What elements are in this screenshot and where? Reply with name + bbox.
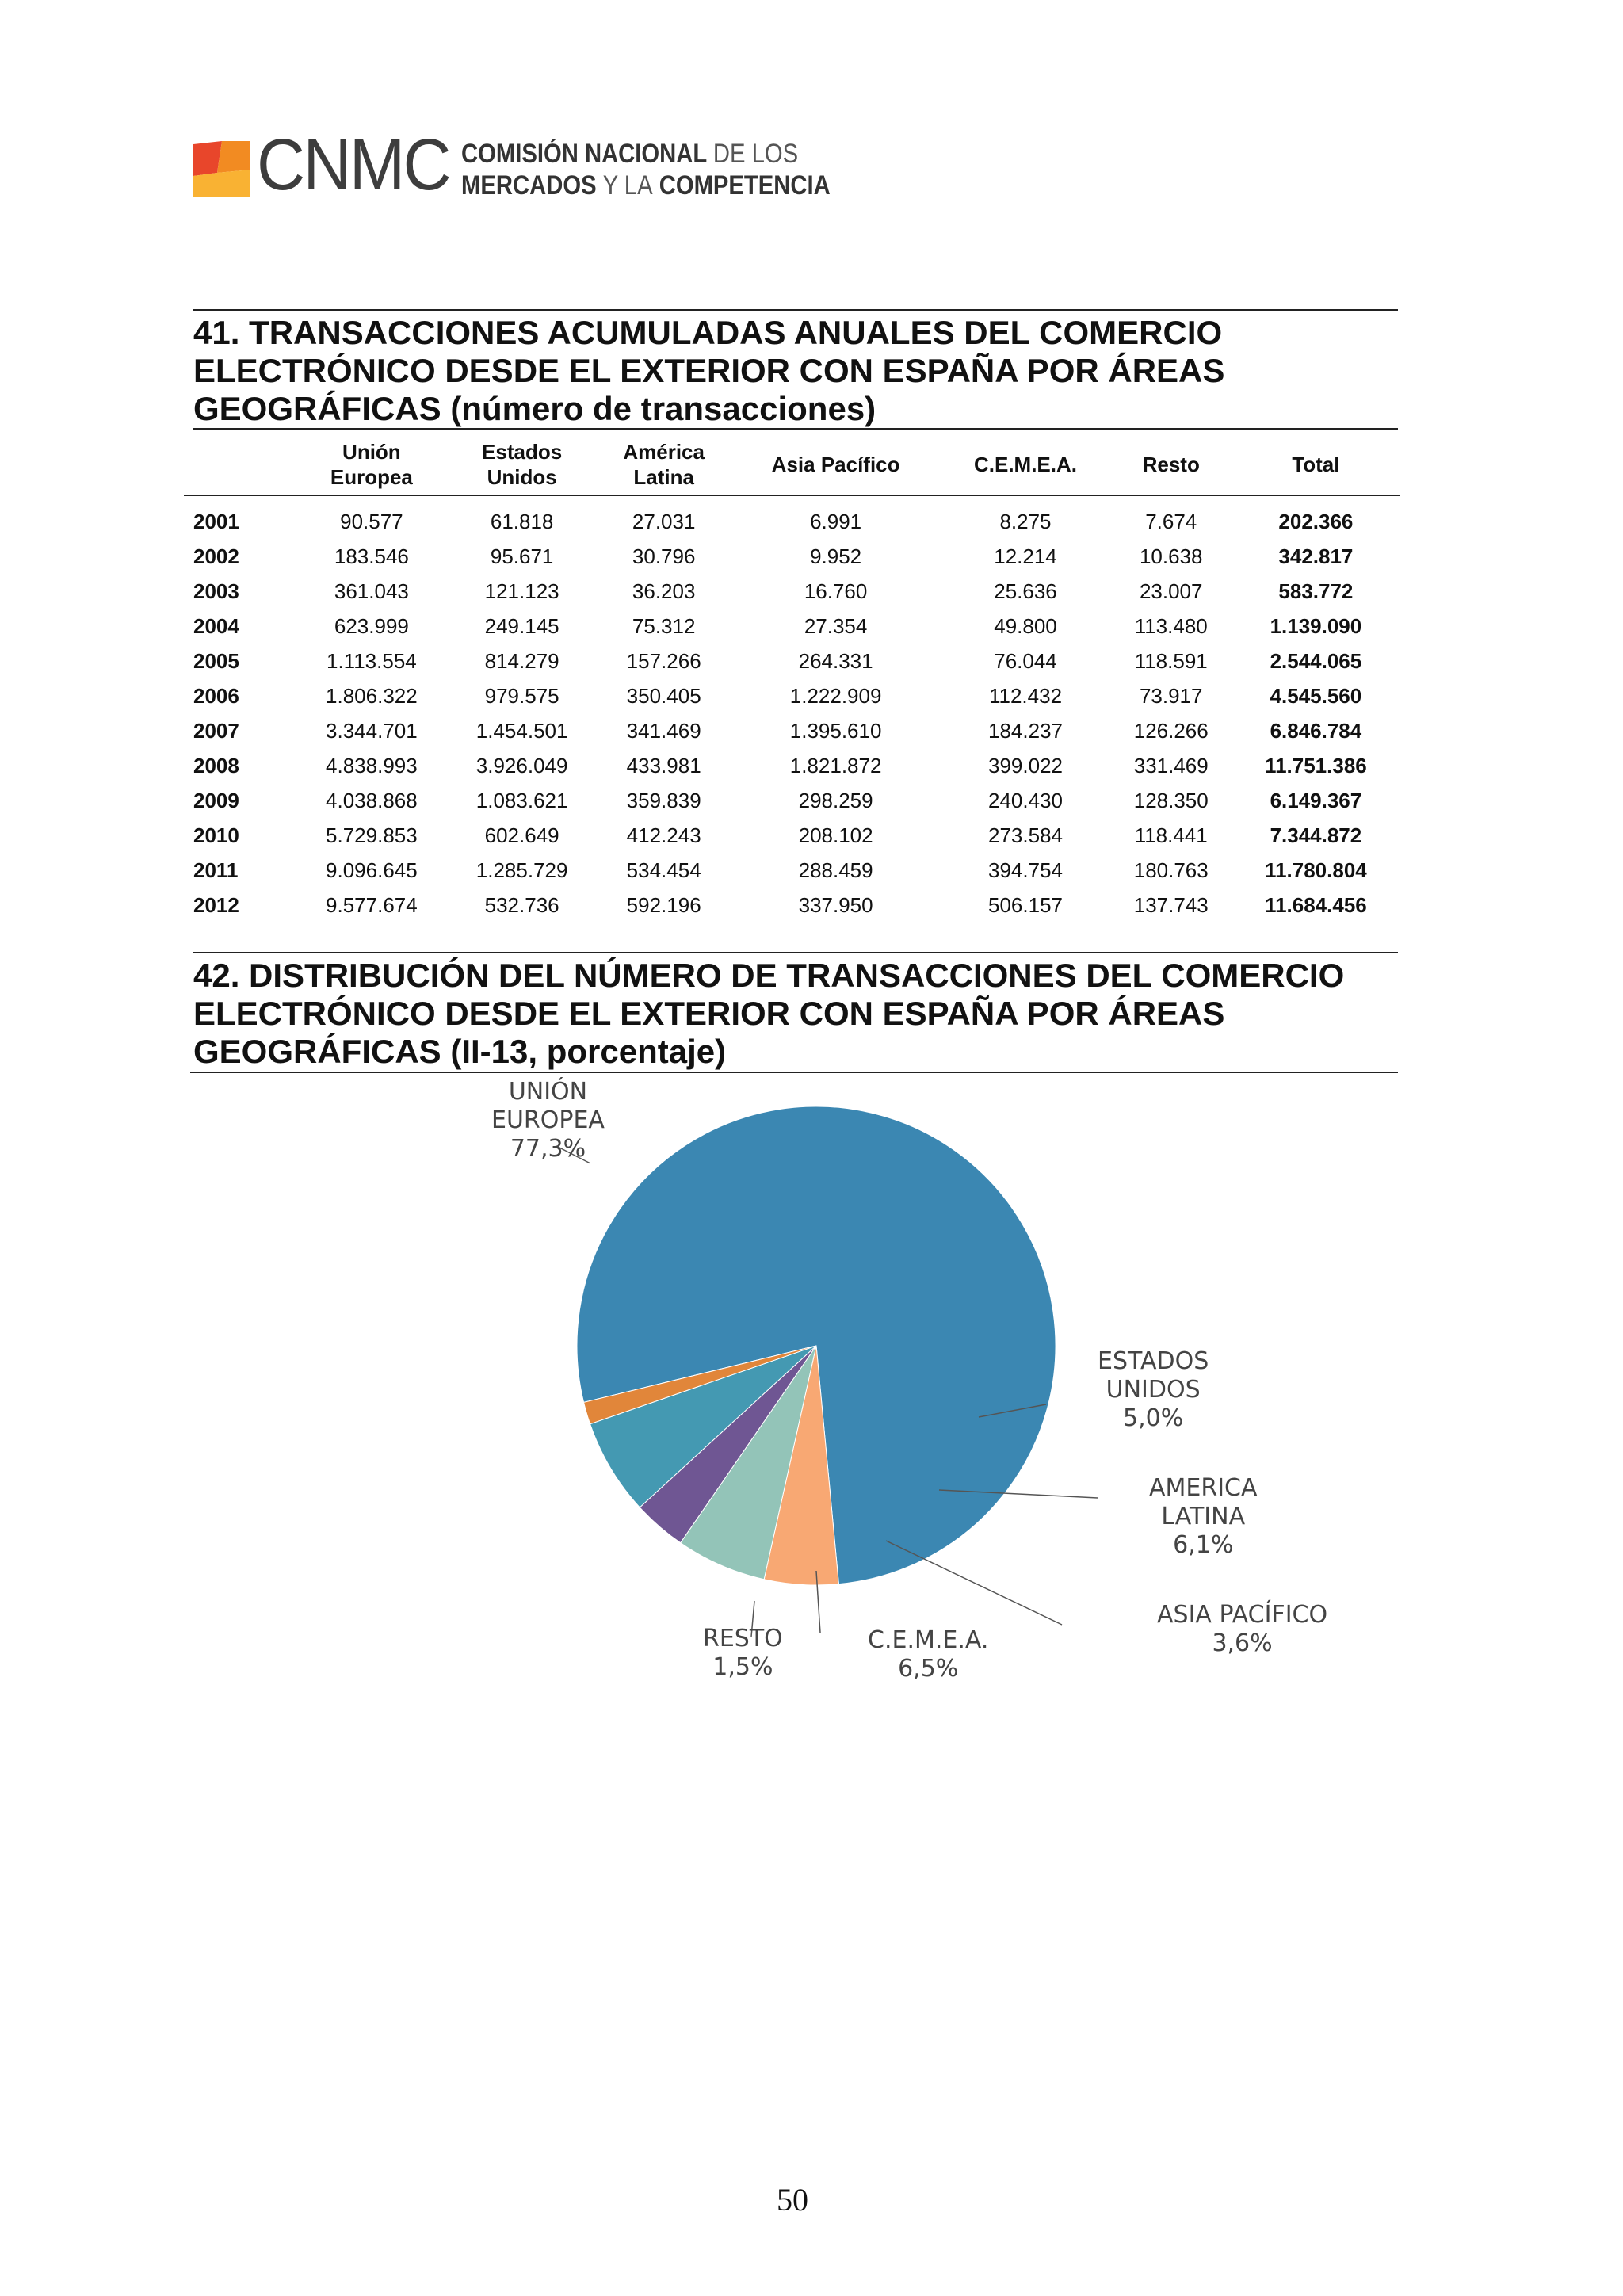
table-cell: 394.754 [988,858,1063,882]
column-header [1110,434,1232,495]
column-header [731,434,941,495]
pie-slice-label [491,1078,605,1163]
table-cell: 126.266 [1133,718,1209,743]
row-total: 11.751.386 [1265,753,1367,777]
table-cell: 12.214 [994,544,1057,568]
column-header-line1: C.E.M.E.A. [973,453,1077,476]
pie-label-name: UNIDOS [1106,1376,1201,1404]
logo-acronym: CNMC [257,124,449,205]
table-cell: 532.736 [484,892,559,917]
row-year: 2001 [193,509,239,533]
pie-chart-area [0,1078,1623,1712]
table-cell: 9.096.645 [326,858,418,882]
row-total: 6.846.784 [1270,718,1362,743]
row-year: 2005 [193,648,239,673]
table-header-row [184,434,1400,495]
table-body [184,495,1400,923]
table-cell: 341.469 [626,718,701,743]
table-cell: 4.038.868 [326,788,418,812]
pie-label-value: 3,6% [1212,1629,1273,1657]
chart-42-title-line3: GEOGRÁFICAS (II-13, porcentaje) [193,1033,727,1070]
row-year: 2011 [193,858,239,882]
table-row [184,783,1400,818]
table-cell: 5.729.853 [326,823,418,847]
table-cell: 331.469 [1133,753,1209,777]
row-total: 11.780.804 [1265,858,1367,882]
pie-label-name: AMERICA [1149,1474,1258,1502]
table-cell: 288.459 [798,858,873,882]
logo-line2-bold2: COMPETENCIA [659,170,831,201]
pie-label-value: 5,0% [1123,1404,1184,1432]
table-row [184,818,1400,853]
row-year: 2006 [193,683,239,708]
table-cell: 623.999 [334,613,409,638]
table-cell: 113.480 [1134,613,1208,638]
table-cell: 25.636 [994,579,1057,603]
column-header-line1: Total [1292,453,1340,476]
table-cell: 75.312 [632,613,696,638]
chart-42-rule [190,1072,1398,1073]
table-cell: 183.546 [334,544,409,568]
table-cell: 337.950 [798,892,873,917]
row-year: 2002 [193,544,239,568]
column-header-line1: Unión [342,440,401,464]
table-cell: 3.926.049 [475,753,568,777]
table-cell: 273.584 [988,823,1063,847]
pie-slice-label [1098,1347,1209,1433]
pie-label-name: ASIA PACÍFICO [1157,1601,1328,1629]
table-cell: 7.674 [1145,509,1197,533]
table-cell: 4.838.993 [326,753,418,777]
pie-label-name: C.E.M.E.A. [868,1626,989,1654]
row-year: 2012 [193,892,239,917]
table-cell: 112.432 [988,683,1063,708]
table-cell: 61.818 [490,509,554,533]
transactions-table [184,434,1400,923]
page-number: 50 [777,2182,808,2218]
table-cell: 137.743 [1133,892,1209,917]
column-header [598,434,731,495]
table-cell: 76.044 [994,648,1057,673]
row-total: 7.344.872 [1270,823,1362,847]
logo-line2-bold1: MERCADOS [461,170,597,201]
column-header [1232,434,1400,495]
table-cell: 10.638 [1139,544,1203,568]
logo-mark-orange [217,141,250,173]
row-total: 2.544.065 [1270,648,1362,673]
column-header [447,434,598,495]
column-header-line2: Europea [330,465,413,489]
table-cell: 118.591 [1134,648,1208,673]
column-header [296,434,447,495]
table-cell: 16.760 [804,579,868,603]
row-year: 2010 [193,823,239,847]
table-cell: 9.577.674 [326,892,418,917]
table-cell: 298.259 [798,788,873,812]
table-cell: 121.123 [484,579,559,603]
table-cell: 350.405 [626,683,701,708]
table-cell: 9.952 [810,544,862,568]
table-cell: 184.237 [988,718,1063,743]
column-header [941,434,1109,495]
table-cell: 157.266 [626,648,701,673]
pie-slice-label [1157,1601,1327,1658]
table-cell: 1.821.872 [789,753,882,777]
table-cell: 30.796 [632,544,696,568]
row-year: 2008 [193,753,239,777]
table-cell: 3.344.701 [326,718,418,743]
pie-label-value: 6,5% [898,1655,959,1683]
pie-label-name: RESTO [703,1625,783,1652]
pie-label-name: UNIÓN [508,1078,588,1106]
pie-leader-line [886,1541,1062,1625]
table-cell: 128.350 [1133,788,1209,812]
table-cell: 433.981 [626,753,701,777]
table-cell: 1.285.729 [475,858,568,882]
table-41-title [193,309,1398,428]
row-total: 6.149.367 [1270,788,1362,812]
table-row [184,888,1400,923]
table-cell: 1.222.909 [789,683,882,708]
row-year: 2009 [193,788,239,812]
table-cell: 249.145 [484,613,559,638]
logo-fullname [461,138,831,201]
table-cell: 27.354 [804,613,868,638]
table-row [184,609,1400,644]
row-year: 2004 [193,613,239,638]
table-cell: 814.279 [484,648,559,673]
pie-label-name: LATINA [1161,1503,1246,1530]
chart-42-title-line2: ELECTRÓNICO DESDE EL EXTERIOR CON ESPAÑA POR ÁREAS [193,995,1225,1032]
table-cell: 361.043 [334,579,409,603]
pie-label-value: 6,1% [1173,1531,1234,1559]
pie-slice-label [1149,1474,1258,1560]
pie-slice-label [703,1625,783,1682]
cnmc-logo-mark-icon [193,141,250,197]
pie-label-value: 77,3% [510,1135,586,1163]
table-row [184,713,1400,748]
row-total: 4.545.560 [1270,683,1362,708]
table-row [184,678,1400,713]
chart-42-title-line1: 42. DISTRIBUCIÓN DEL NÚMERO DE TRANSACCIONES DEL COMERCIO [193,957,1345,994]
table-cell: 1.395.610 [789,718,882,743]
table-cell: 95.671 [490,544,554,568]
row-total: 342.817 [1278,544,1354,568]
table-41-title-line2: ELECTRÓNICO DESDE EL EXTERIOR CON ESPAÑA POR ÁREAS [193,352,1225,389]
column-header [184,434,296,495]
table-cell: 592.196 [626,892,701,917]
pie-slice-label [868,1626,988,1683]
table-cell: 90.577 [340,509,403,533]
row-total: 202.366 [1278,509,1354,533]
column-header-line2: Unidos [487,465,557,489]
table-header [184,434,1400,495]
table-row [184,644,1400,678]
table-cell: 399.022 [988,753,1063,777]
table-row [184,495,1400,539]
pie-label-value: 1,5% [712,1653,773,1681]
row-total: 1.139.090 [1270,613,1362,638]
table-cell: 979.575 [484,683,559,708]
table-cell: 602.649 [484,823,559,847]
table-row [184,539,1400,574]
table-cell: 412.243 [626,823,701,847]
pie-label-name: ESTADOS [1098,1347,1209,1375]
table-41-title-line3: GEOGRÁFICAS (número de transacciones) [193,390,876,427]
table-cell: 6.991 [810,509,862,533]
column-header-line1: América [623,440,705,464]
logo-line1-bold: COMISIÓN NACIONAL [461,139,707,169]
table-cell: 534.454 [626,858,701,882]
row-total: 583.772 [1278,579,1354,603]
table-41-title-line1: 41. TRANSACCIONES ACUMULADAS ANUALES DEL COMERCIO [193,314,1223,351]
column-header-line1: Resto [1142,453,1200,476]
table-cell: 49.800 [994,613,1057,638]
logo-line1-light: DE LOS [712,139,799,169]
table-cell: 23.007 [1139,579,1203,603]
table-cell: 1.083.621 [475,788,568,812]
table-cell: 506.157 [988,892,1063,917]
table-cell: 240.430 [988,788,1063,812]
chart-42-title [193,952,1398,1071]
pie-label-name: EUROPEA [491,1106,605,1134]
table-row [184,748,1400,783]
table-cell: 359.839 [626,788,701,812]
logo-line2-light: Y LA [602,170,653,201]
row-year: 2003 [193,579,239,603]
table-row [184,574,1400,609]
column-header-line2: Latina [633,465,694,489]
row-year: 2007 [193,718,239,743]
table-cell: 1.454.501 [475,718,568,743]
table-cell: 1.806.322 [326,683,418,708]
table-cell: 264.331 [798,648,873,673]
table-cell: 36.203 [632,579,696,603]
column-header-line1: Asia Pacífico [771,453,900,476]
table-cell: 118.441 [1134,823,1208,847]
table-row [184,853,1400,888]
table-41-rule [193,428,1398,430]
table-cell: 1.113.554 [327,648,417,673]
column-header-line1: Estados [482,440,563,464]
table-cell: 208.102 [798,823,873,847]
table-cell: 180.763 [1133,858,1209,882]
table-cell: 27.031 [632,509,696,533]
row-total: 11.684.456 [1265,892,1367,917]
pie-chart [0,1078,1623,1712]
table-cell: 8.275 [999,509,1052,533]
table-cell: 73.917 [1139,683,1203,708]
